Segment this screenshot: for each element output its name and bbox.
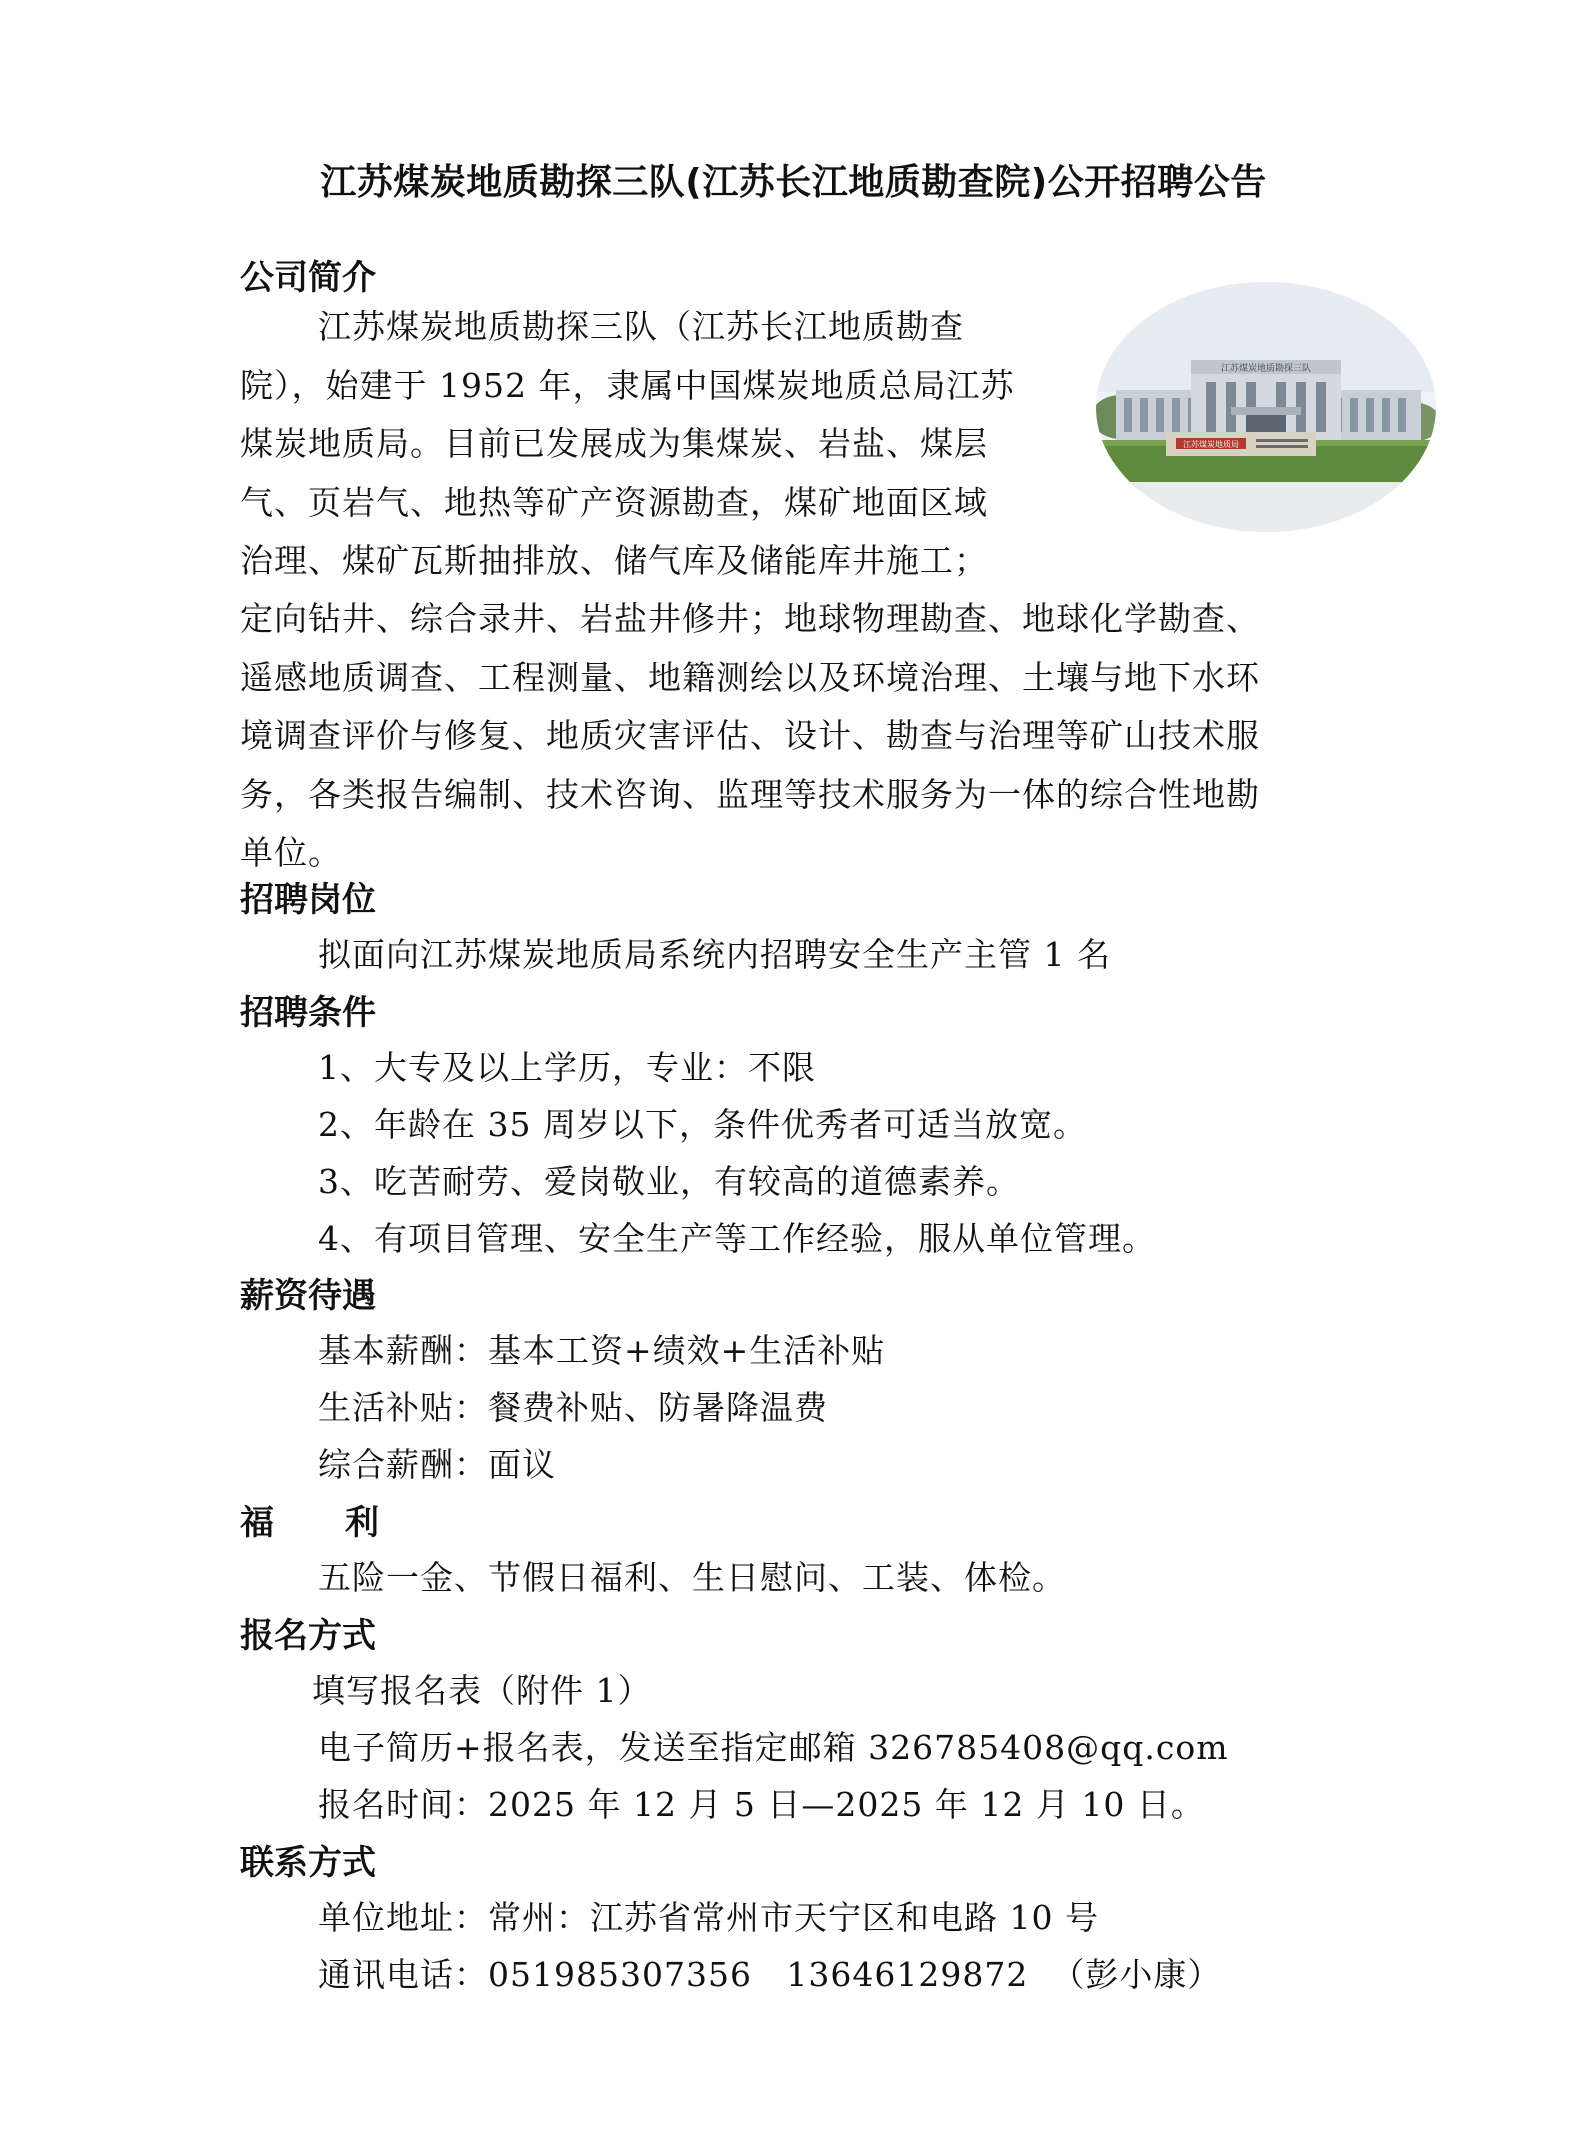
section-heading-conditions: 招聘条件 [240, 993, 376, 1033]
intro-line: 境调查评价与修复、地质灾害评估、设计、勘查与治理等矿山技术服 [240, 716, 1260, 755]
salary-item: 基本薪酬：基本工资+绩效+生活补贴 [318, 1331, 886, 1370]
condition-item: 1、大专及以上学历，专业：不限 [318, 1048, 816, 1087]
intro-line: 务，各类报告编制、技术咨询、监理等技术服务为一体的综合性地勘 [240, 774, 1260, 814]
intro-line: 遥感地质调查、工程测量、地籍测绘以及环境治理、土壤与地下水环 [240, 657, 1260, 697]
intro-line: 煤炭地质局。目前已发展成为集煤炭、岩盐、煤层 [240, 424, 988, 463]
photo-building-sign: 江苏煤炭地质勘探三队 [1220, 364, 1312, 374]
intro-line: 定向钻井、综合录井、岩盐井修井；地球物理勘查、地球化学勘查、 [240, 599, 1260, 638]
section-heading-salary: 薪资待遇 [240, 1276, 376, 1316]
condition-item: 2、年龄在 35 周岁以下，条件优秀者可适当放宽。 [318, 1105, 1087, 1144]
condition-item: 3、吃苦耐劳、爱岗敬业，有较高的道德素养。 [318, 1162, 1020, 1201]
salary-item: 生活补贴：餐费补贴、防暑降温费 [318, 1388, 828, 1427]
section-heading-apply: 报名方式 [240, 1616, 376, 1656]
intro-line: 院），始建于 1952 年，隶属中国煤炭地质总局江苏 [240, 365, 1015, 405]
section-heading-contact: 联系方式 [240, 1843, 376, 1883]
page-title: 江苏煤炭地质勘探三队(江苏长江地质勘查院)公开招聘公告 [320, 162, 1267, 203]
headquarters-photo [1096, 282, 1436, 532]
section-heading-company: 公司简介 [240, 258, 376, 298]
intro-line: 治理、煤矿瓦斯抽排放、储气库及储能库井施工； [240, 541, 988, 580]
apply-time: 报名时间：2025 年 12 月 5 日—2025 年 12 月 10 日。 [318, 1785, 1205, 1824]
condition-item: 4、有项目管理、安全生产等工作经验，服从单位管理。 [318, 1219, 1156, 1258]
company-intro-wrapped [240, 298, 1060, 591]
salary-item: 综合薪酬：面议 [318, 1445, 556, 1484]
position-text: 拟面向江苏煤炭地质局系统内招聘安全生产主管 1 名 [318, 935, 1111, 974]
welfare-text: 五险一金、节假日福利、生日慰问、工装、体检。 [318, 1558, 1066, 1597]
intro-line: 江苏煤炭地质勘探三队（江苏长江地质勘查 [318, 307, 964, 346]
photo-stone-sign: 江苏煤炭地质局 [1183, 440, 1239, 449]
company-intro-full [240, 590, 1350, 883]
section-heading-welfare: 福 利 [240, 1503, 380, 1543]
intro-line: 气、页岩气、地热等矿产资源勘查，煤矿地面区域 [240, 482, 988, 522]
section-heading-position: 招聘岗位 [240, 880, 376, 920]
contact-phone: 通讯电话：051985307356 13646129872 （彭小康） [318, 1955, 1222, 1994]
apply-email-line: 电子简历+报名表，发送至指定邮箱 326785408@qq.com [318, 1728, 1229, 1767]
contact-address: 单位地址：常州：江苏省常州市天宁区和电路 10 号 [318, 1898, 1099, 1937]
intro-line: 单位。 [240, 833, 342, 872]
apply-item: 填写报名表（附件 1） [312, 1671, 652, 1710]
